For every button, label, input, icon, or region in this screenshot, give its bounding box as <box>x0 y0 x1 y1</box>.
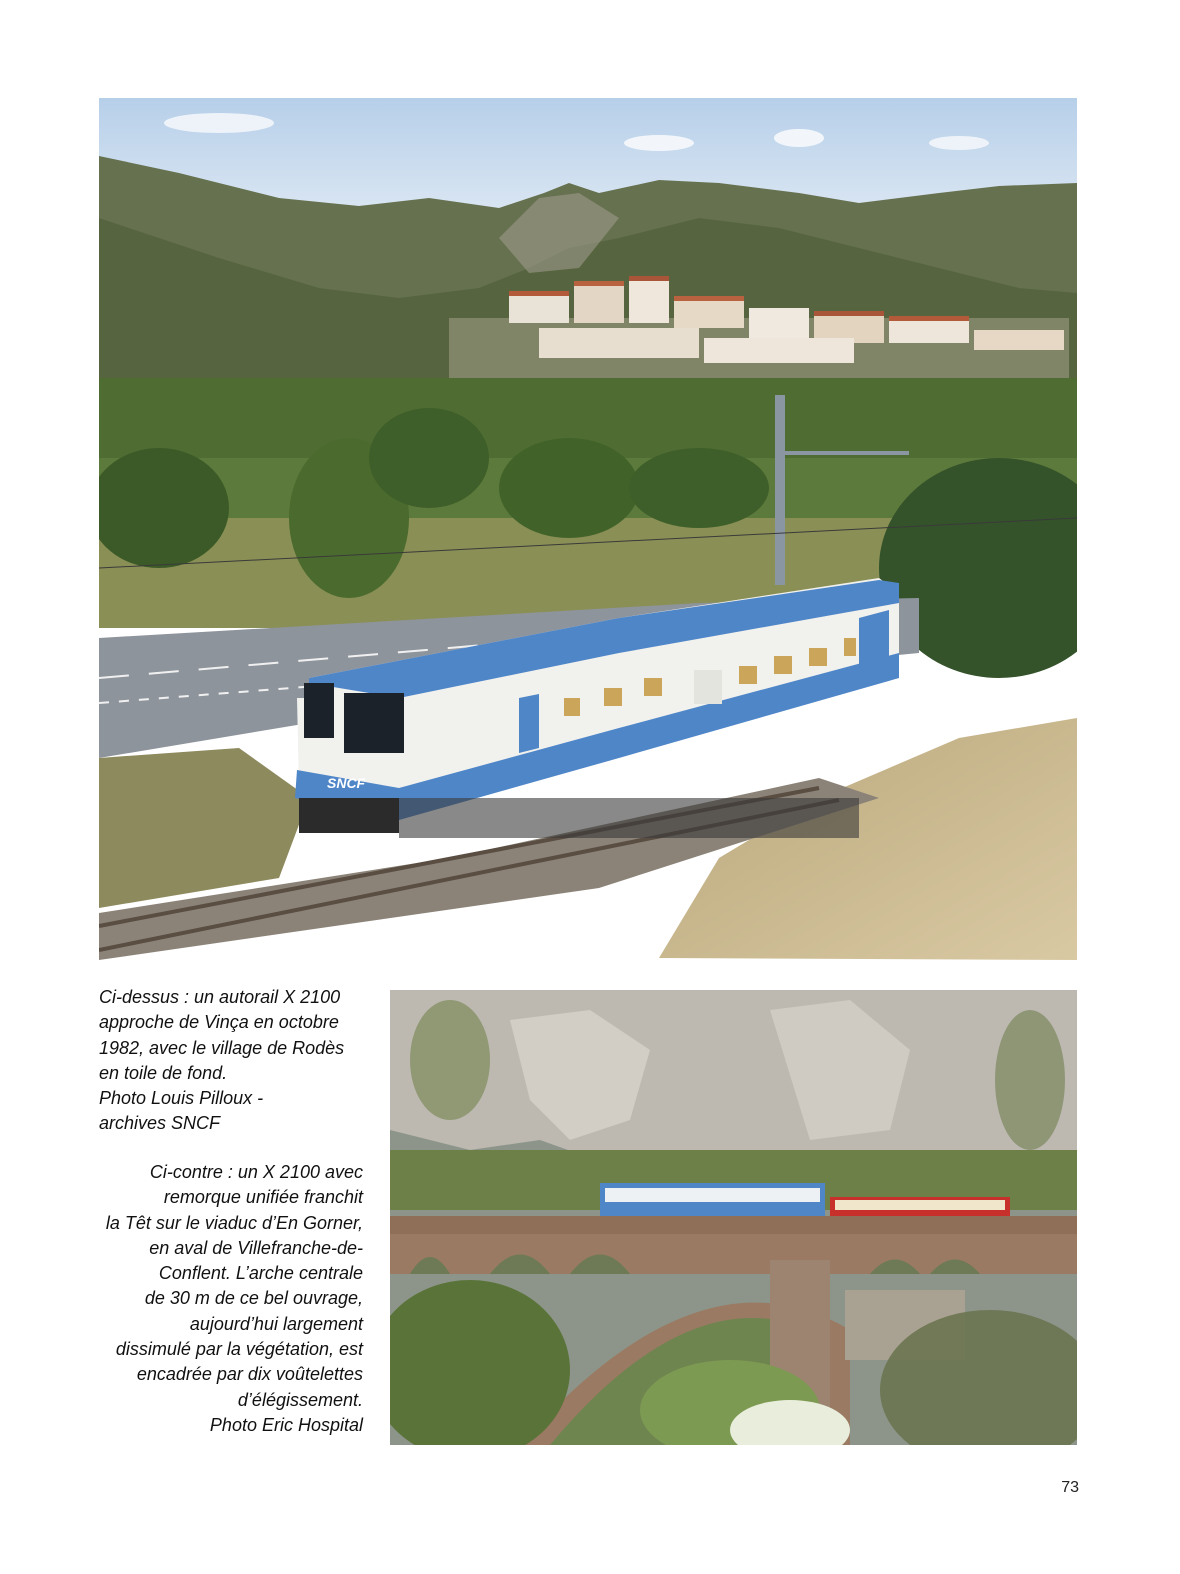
caption-line: dissimulé par la végétation, est <box>115 1339 363 1360</box>
caption-line: 1982, avec le village de Rodès <box>99 1037 345 1058</box>
caption-line: remorque unifiée franchit <box>163 1187 363 1208</box>
caption-top-photo <box>99 985 379 1137</box>
photo-railcar-vinca-image <box>99 98 1077 960</box>
page-number: 73 <box>1061 1479 1079 1496</box>
caption-line: Ci-dessus : un autorail X 2100 <box>99 987 341 1007</box>
caption-line: d’élégissement. <box>237 1389 363 1410</box>
caption-line: la Têt sur le viaduc d’En Gorner, <box>105 1212 363 1233</box>
photo-viaduct-en-gorner <box>390 990 1077 1445</box>
caption-line: en toile de fond. <box>99 1062 228 1083</box>
caption-line: Conflent. L’arche centrale <box>158 1263 363 1284</box>
caption-line: de 30 m de ce bel ouvrage, <box>144 1288 363 1309</box>
photo-railcar-vinca <box>99 98 1077 960</box>
caption-line: en aval de Villefranche-de- <box>149 1237 363 1258</box>
caption-bottom-photo <box>90 1160 363 1438</box>
photo-viaduct-en-gorner-image <box>390 990 1077 1445</box>
photo-credit-line: Photo Eric Hospital <box>209 1414 363 1435</box>
railcar-logo: SNCF <box>327 775 366 791</box>
caption-line: aujourd’hui largement <box>189 1313 363 1334</box>
caption-line: approche de Vinça en octobre <box>99 1012 339 1033</box>
caption-line: Ci-contre : un X 2100 avec <box>149 1162 363 1182</box>
caption-line: encadrée par dix voûtelettes <box>136 1364 363 1385</box>
photo-credit-line: archives SNCF <box>99 1113 221 1134</box>
photo-credit-line: Photo Louis Pilloux - <box>99 1088 264 1109</box>
